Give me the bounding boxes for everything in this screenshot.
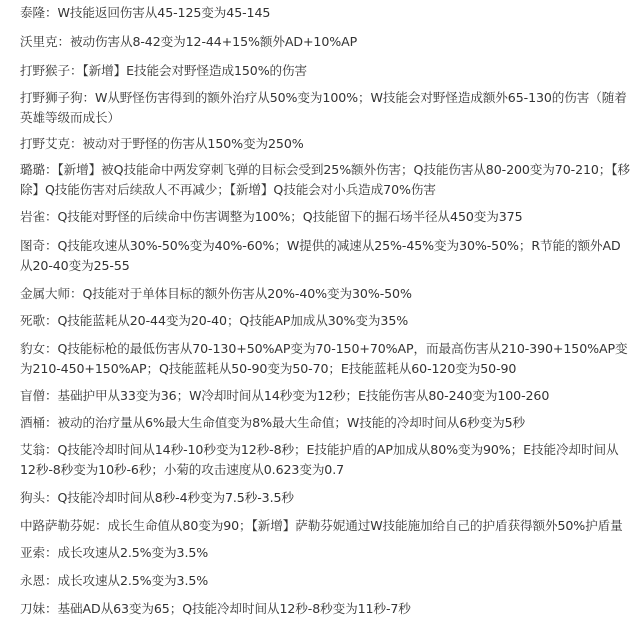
patch-note-gragas: 酒桶：被动的治疗量从6%最大生命值变为8%最大生命值；W技能的冷却时间从6秒变为5秒	[20, 415, 526, 430]
patch-note-taliyah: 岩雀：Q技能对野怪的后续命中伤害调整为100%；Q技能留下的掘石场半径从450变为375	[20, 209, 523, 224]
patch-note-jungle-rengar: 打野狮子狗：W从野怪伤害得到的额外治疗从50%变为100%；W技能会对野怪造成额外65-130的伤害（随着英雄等级而成长）	[20, 90, 627, 125]
patch-note-warwick: 沃里克：被动伤害从8-42变为12-44+15%额外AD+10%AP	[20, 34, 358, 49]
patch-note-karthus: 死歌：Q技能蓝耗从20-44变为20-40；Q技能AP加成从30%变为35%	[20, 313, 409, 328]
patch-note-nidalee: 豹女：Q技能标枪的最低伤害从70-130+50%AP变为70-150+70%AP，而最高伤害从210-390+150%AP变为210-450+150%AP；Q技能蓝耗从50-90变为50-70；E技能蓝耗从60-120变为50-90	[20, 341, 628, 376]
patch-note-yasuo: 亚索：成长攻速从2.5%变为3.5%	[20, 545, 209, 560]
patch-note-mid-seraphine: 中路萨勒芬妮：成长生命值从80变为90；【新增】萨勒芬妮通过W技能施加给自己的护盾获得额外50%护盾量	[20, 518, 623, 533]
patch-note-ivern: 艾翁：Q技能冷却时间从14秒-10秒变为12秒-8秒；E技能护盾的AP加成从80%变为90%；E技能冷却时间从12秒-8秒变为10秒-6秒；小菊的攻击速度从0.623变为0.7	[20, 442, 619, 477]
patch-note-lee-sin: 盲僧：基础护甲从33变为36；W冷却时间从14秒变为12秒；E技能伤害从80-240变为100-260	[20, 388, 550, 403]
patch-note-nasus: 狗头：Q技能冷却时间从8秒-4秒变为7.5秒-3.5秒	[20, 490, 294, 505]
patch-note-jungle-wukong: 打野猴子：【新增】E技能会对野怪造成150%的伤害	[20, 63, 308, 78]
patch-note-lulu: 璐璐：【新增】被Q技能命中两发穿刺飞弹的目标会受到25%额外伤害；Q技能伤害从80-200变为70-210；【移除】Q技能伤害对后续敌人不再减少；【新增】Q技能会对小兵造成70%伤害	[20, 162, 630, 197]
patch-note-yone: 永恩：成长攻速从2.5%变为3.5%	[20, 573, 209, 588]
patch-note-mordekaiser: 金属大师：Q技能对于单体目标的额外伤害从20%-40%变为30%-50%	[20, 286, 412, 301]
patch-note-twitch: 图奇：Q技能攻速从30%-50%变为40%-60%；W提供的减速从25%-45%变为30%-50%；R节能的额外AD从20-40变为25-55	[20, 238, 621, 273]
patch-note-talon: 泰隆：W技能返回伤害从45-125变为45-145	[20, 5, 271, 20]
patch-note-irelia: 刀妹：基础AD从63变为65；Q技能冷却时间从12秒-8秒变为11秒-7秒	[20, 601, 411, 616]
patch-note-jungle-ekko: 打野艾克：被动对于野怪的伤害从150%变为250%	[20, 136, 304, 151]
